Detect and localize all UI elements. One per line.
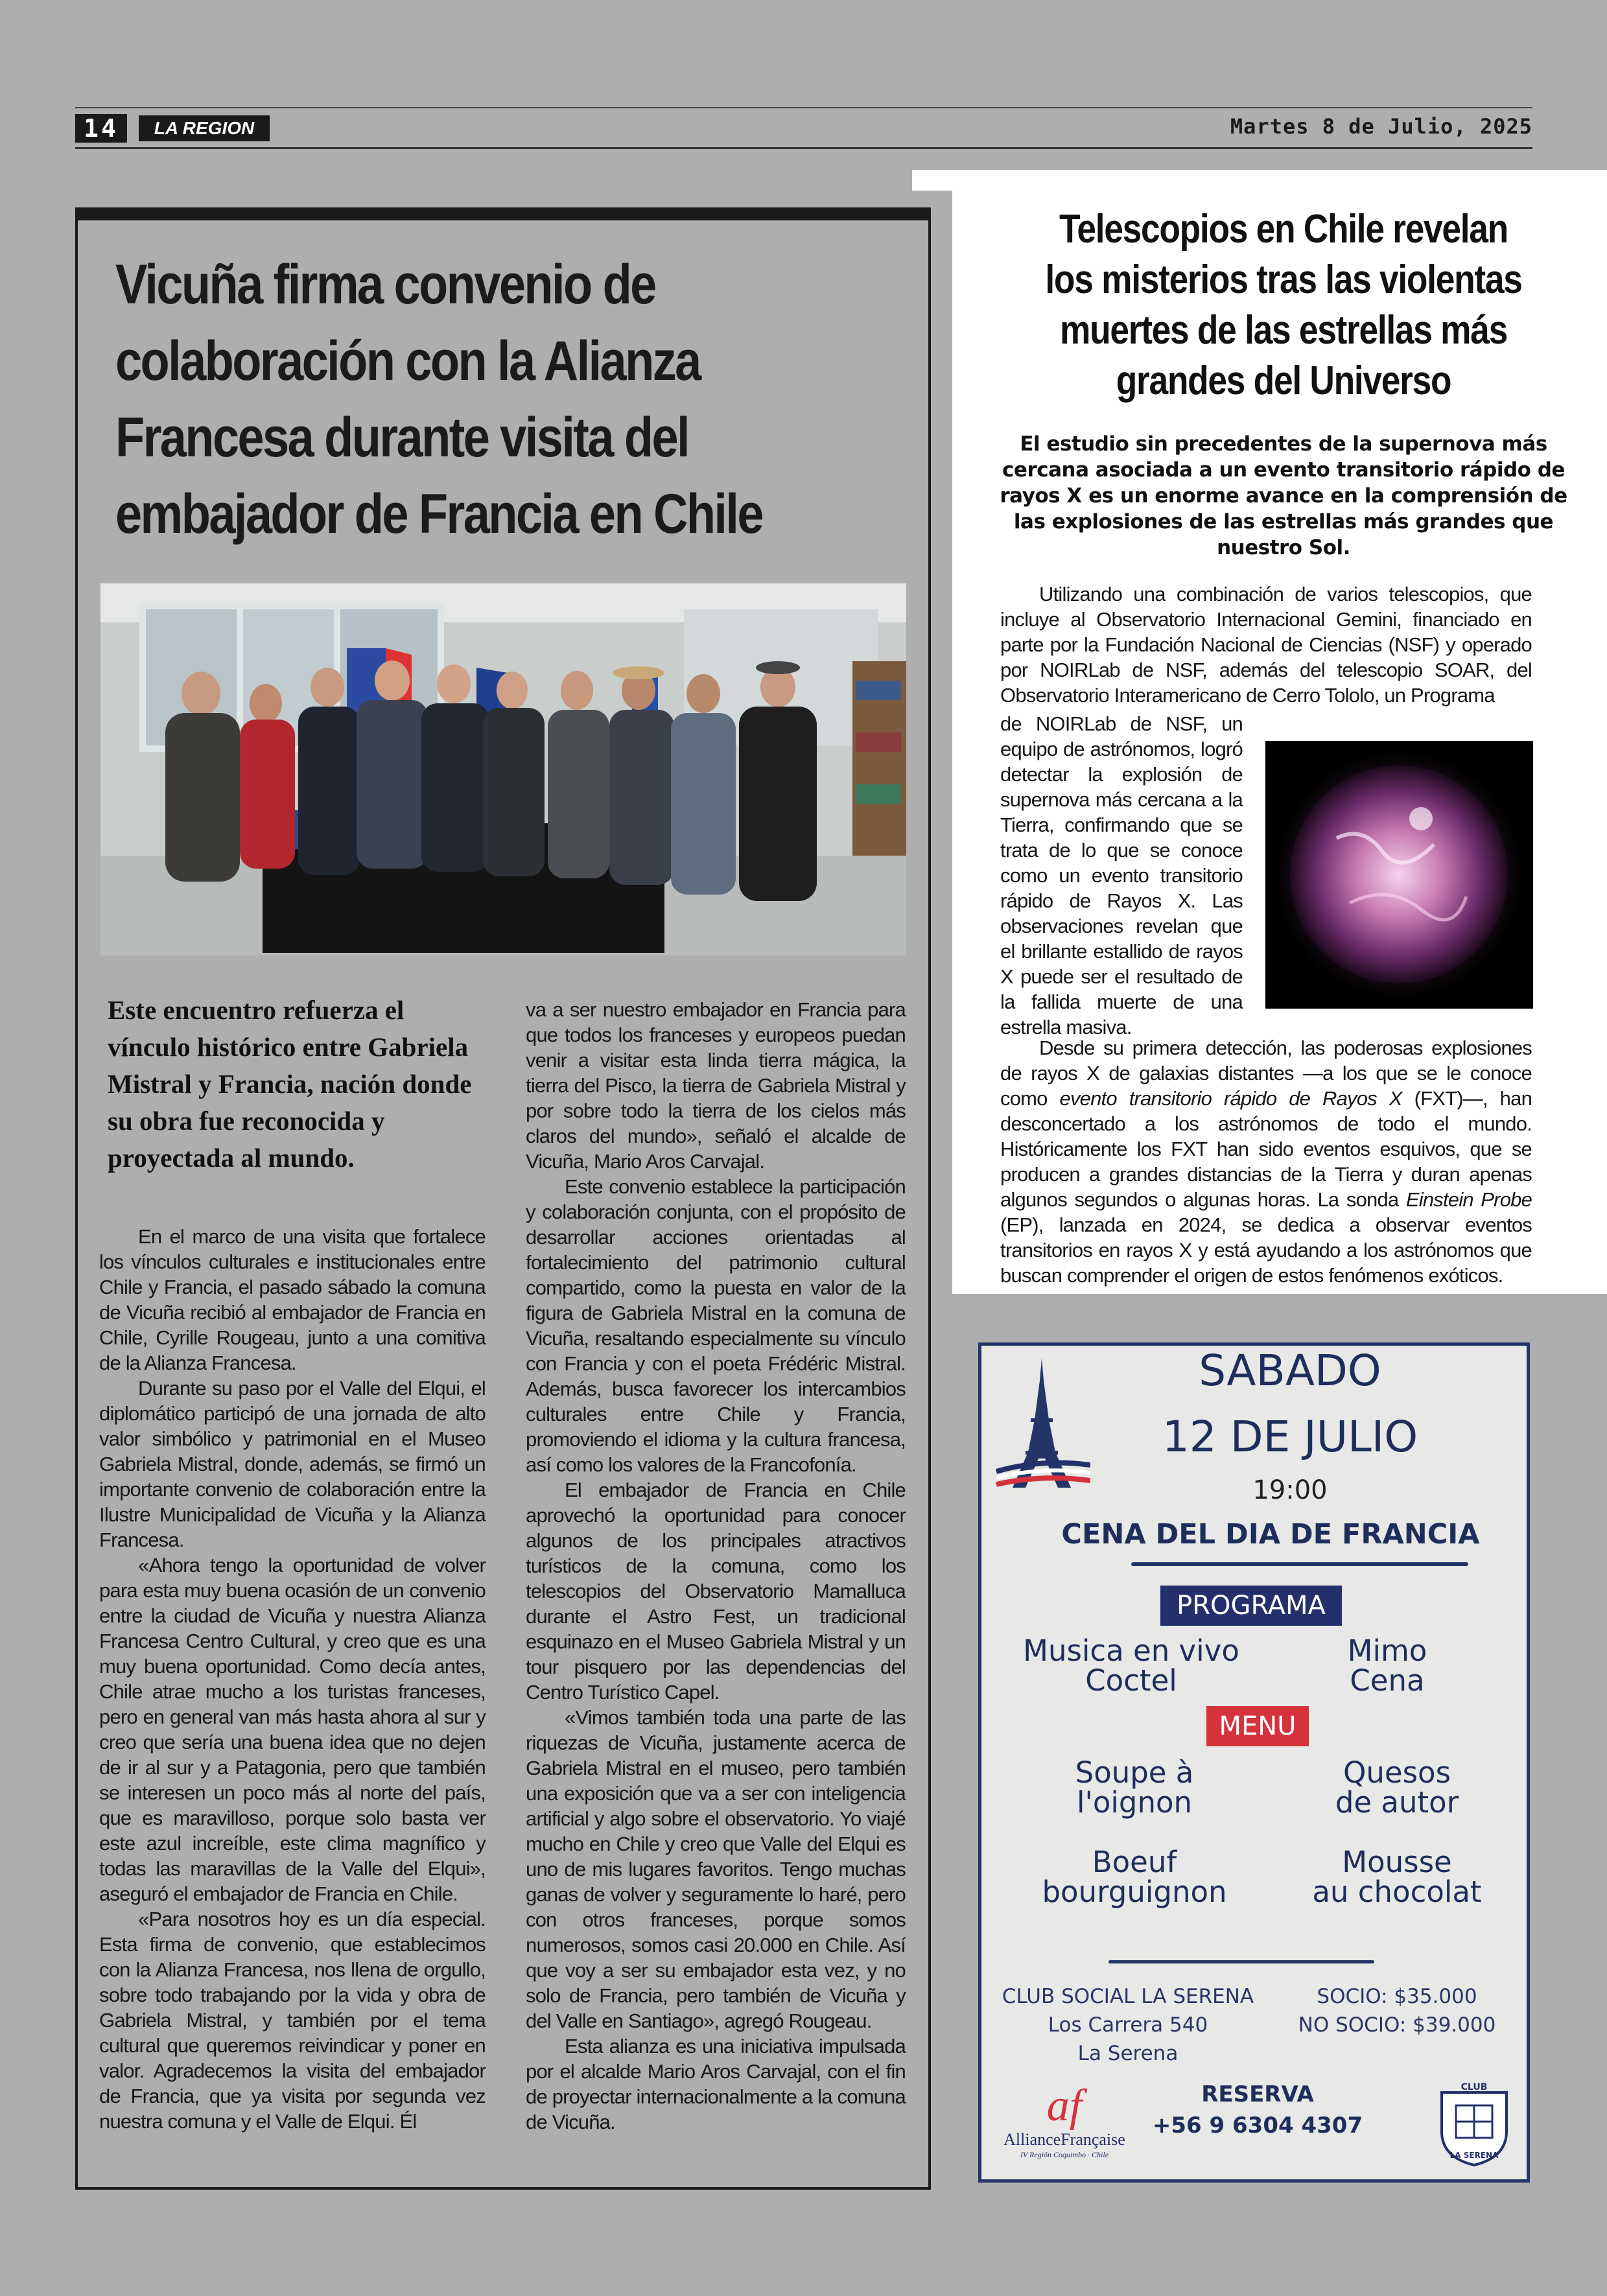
ad-divider [1108,1960,1374,1963]
newspaper-name: LA REGION [139,115,270,141]
menu-item-line: bourguignon [1042,1875,1227,1909]
paragraph: En el marco de una visita que fortalece los vínculos culturales e institucionales entre Chile y Francia, el pasado sábado la comuna de Vicuña recibió al embajador de Francia en Chile, Cyrille Rougeau, junto a una comitiva de la Alianza Francesa. [99,1225,486,1374]
menu-item [1018,1847,1251,1907]
text-run-italic: Einstein Probe [1405,1188,1532,1211]
paragraph: Durante su paso por el Valle del Elqui, el diplomático participó de una jornada de alto valor simbólico y patrimonial en el Museo Gabriela Mistral, donde, además, se firmó un importante convenio de colaboración entre la Ilustre Municipalidad de Vicuña y la Alianza Francesa. [99,1377,486,1551]
menu-item-line: Quesos [1343,1755,1451,1790]
menu-item-line: Mousse [1342,1845,1452,1879]
programa-badge: PROGRAMA [1160,1586,1342,1626]
paragraph: El embajador de Francia en Chile aprovechó la oportunidad para conocer algunos de los principales atractivos turísticos de la comuna, como los telescopios del Observatorio Mamalluca durante el Astro Fest, un tradicional esquinazo en el Museo Gabriela Mistral y un tour pisquero por las dependencias del Centro Turístico Capel. [526,1479,906,1704]
price-line: NO SOCIO: $39.000 [1298,2013,1496,2037]
right-article-title [1038,204,1529,406]
right-article-body-wrap [1000,711,1243,1040]
club-la-serena-logo [1437,2079,1512,2167]
programa-item: Coctel [1085,1663,1177,1698]
reserva-phone: +56 9 6304 4307 [1152,2113,1363,2138]
ad-day: SABADO [1199,1346,1381,1396]
text-run: (EP), lanzada en 2024, se dedica a observar eventos transitorios en rayos X y está ayudando a los astrónomos que buscan comprender el origen de estos fenómenos exóticos. [1000,1213,1532,1287]
text-run: Desde su primera detección, las poderosas explosiones de rayos X de galaxias distantes —a los que se le conoce como [1000,1037,1532,1110]
eiffel-tower-icon [993,1355,1090,1491]
left-article-title [115,246,907,552]
programa-right [1322,1636,1452,1696]
venue-line: La Serena [1077,2042,1179,2065]
title-line: Francesa durante visita del [115,406,688,469]
photo-illustration [100,583,906,955]
paragraph: de NOIRLab de NSF, un equipo de astrónomos, logró detectar la explosión de supernova más cercana a la Tierra, confirmando que se trata de lo que se conoce como un evento transitorio rápido de Rayos X. Las observaciones revelan que el brillante estallido de rayos X puede ser el resultado de la fallida muerte de una estrella masiva. [1000,712,1243,1038]
venue-line: CLUB SOCIAL LA SERENA [1002,1985,1254,2008]
ad-event-name: CENA DEL DIA DE FRANCIA [1061,1518,1480,1551]
paragraph: «Para nosotros hoy es un día especial. Esta firma de convenio, que establecimos con la Alianza Francesa, nos llena de orgullo, sobre todo trabajando por la vida y obra de Gabriela Mistral, y también por el tema cultural que queremos reivindicar y poner en valor. Agradecemos la visita del embajador de Francia, que ya visita por segunda vez nuestra comuna y el Valle de Elqui. Él [99,1908,486,2133]
paragraph: Utilizando una combinación de varios telescopios, que incluye al Observatorio Internacional Gemini, financiado en parte por la Fundación Nacional de Ciencias (NSF) y operado por NOIRLab de NSF, además del telescopio SOAR, del Observatorio Interamericano de Cerro Tololo, un Programa [1000,583,1532,707]
venue-block [992,1982,1264,2068]
page-number: 14 [75,114,127,143]
paragraph: «Ahora tengo la oportunidad de volver para esta muy buena ocasión de un convenio entre la ciudad de Vicuña y nuestra Alianza Francesa Centro Cultural, y creo que es una muy buena oportunidad. Como decía antes, Chile atrae mucho a los turistas franceses, pero en general van más hasta ahora al sur y creo que sería una buena idea que no dejen de ir al sur y a Patagonia, pero que también se interesen un poco más al norte del país, que es maravilloso, porque solo basta ver este azul increíble, este clima magnífico y todas las maravillas de la Valle del Elqui», aseguró el embajador de Francia en Chile. [99,1554,486,1905]
title-line: embajador de Francia en Chile [115,483,762,545]
price-line: SOCIO: $35.000 [1317,1985,1477,2008]
alliance-logo-name: AllianceFrançaise [1003,2130,1125,2149]
paragraph: va a ser nuestro embajador en Francia para que todos los franceses y europeos puedan venir a visitar esta linda tierra mágica, la tierra del Pisco, la tierra de Gabriela Mistral y por sobre todo la tierra de los cielos más claros del mundo», señaló el alcalde de Vicuña, Mario Aros Carvajal. [526,998,906,1173]
programa-item: Musica en vivo [1023,1634,1239,1668]
title-line: los misterios tras las violentas [1045,257,1522,302]
paragraph [1000,1035,1532,1288]
header-rule-bottom [75,147,1532,149]
alliance-francaise-logo [987,2082,1142,2179]
title-line: Vicuña firma convenio de [115,253,655,316]
paragraph: Este convenio establece la participación y colaboración conjunta, con el propósito de desarrollar acciones orientadas al fortalecimiento del patrimonio cultural compartido, como la puesta en valor de la figura de Gabriela Mistral en la comuna de Vicuña, resaltando especialmente su vínculo con Francia y con el poeta Frédéric Mistral. Además, busca favorecer los intercambios culturales entre Chile y Francia, promoviendo el idioma y la cultura francesa, así como los valores de la Francofonía. [526,1175,906,1476]
programa-left [1011,1636,1251,1696]
menu-item-line: l'oignon [1076,1785,1193,1820]
price-block [1284,1982,1510,2039]
venue-line: Los Carrera 540 [1048,2013,1208,2037]
left-article-subtitle: Este encuentro refuerza el vínculo histórico entre Gabriela Mistral y Francia, nación donde su obra fue reconocida y proyectada al mundo. [108,995,472,1173]
right-article-body-top [1000,581,1532,708]
title-line: muertes de las estrellas más [1059,308,1508,353]
menu-item [1024,1755,1245,1820]
signing-ceremony-photo [100,583,906,955]
programa-item: Mimo [1347,1634,1427,1668]
menu-item-line: Boeuf [1092,1845,1177,1879]
alliance-logo-mark: af [1046,2081,1083,2131]
menu-item [1296,1847,1497,1907]
club-logo-bottom: LA SERENA [1449,2151,1499,2160]
title-line: colaboración con la Alianza [115,330,700,392]
paragraph: Esta alianza es una iniciativa impulsada por el alcalde Mario Aros Carvajal, con el fin de proyectar internacionalmente a la comuna de Vicuña. [526,2035,906,2133]
menu-item-line: au chocolat [1312,1875,1482,1909]
text-run-italic: evento transitorio rápido de Rayos X [1059,1087,1402,1110]
left-article-column-2 [526,997,906,2135]
issue-date: Martes 8 de Julio, 2025 [1230,114,1532,139]
ad-divider [1131,1562,1468,1566]
menu-badge: MENU [1206,1706,1309,1746]
programa-item: Cena [1350,1663,1425,1698]
supernova-illustration [1265,741,1533,1009]
left-article-column-1 [99,1224,486,2134]
text-run: (FXT)—, han desconcertado a los astrónomos de todo el mundo. Históricamente los FXT han sido eventos esquivos, que se producen a grandes distancias de la Tierra y duran apenas algunos segundos o algunas horas. La sonda [1000,1087,1532,1211]
supernova-image [1265,741,1533,1009]
paragraph: «Vimos también toda una parte de las riquezas de Vicuña, justamente acerca de Gabriela Mistral en el museo, pero también una exposición que va a ser con inteligencia artificial y algo sobre el observatorio. Yo viajé mucho en Chile y creo que Valle del Elqui es uno de mis lugares favoritos. Tengo muchas ganas de volver y seguramente lo haré, pero con otros franceses, porque somos numerosos, somos casi 20.000 en Chile. Así que voy a ser su embajador esta vez, y no solo de Francia, pero también de Vicuña y del Valle en Santiago», agregó Rougeau. [526,1706,906,2032]
club-logo-top: CLUB [1460,2082,1488,2092]
menu-item [1303,1755,1491,1820]
header-rule-top [75,107,1532,108]
title-line: grandes del Universo [1116,358,1451,403]
right-article-lead: El estudio sin precedentes de la supernova más cercana asociada a un evento transitorio rápido de rayos X es un enorme avance en la comprensión de las explosiones de las estrellas más grandes que nuestro Sol. [1000,432,1567,559]
right-article-body-bottom [1000,1035,1532,1288]
alliance-logo-sub: IV Región Coquimbo · Chile [1020,2150,1109,2159]
ad-date: 12 DE JULIO [1162,1412,1418,1462]
menu-item-line: Soupe à [1075,1755,1194,1790]
ad-time: 19:00 [1252,1475,1328,1505]
reserva-label: RESERVA [1201,2081,1314,2107]
title-line: Telescopios en Chile revelan [1059,207,1508,252]
menu-item-line: de autor [1335,1785,1459,1820]
right-article-background-top [912,170,1607,191]
